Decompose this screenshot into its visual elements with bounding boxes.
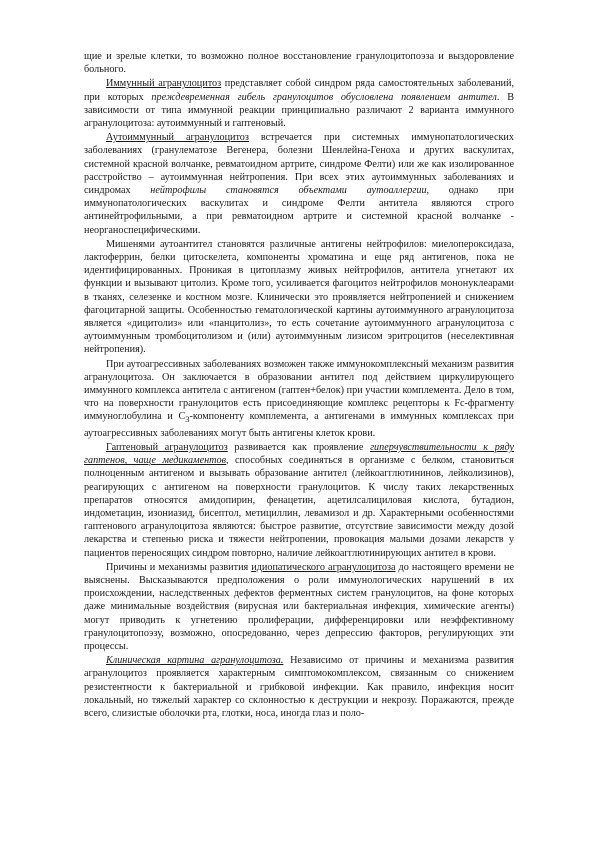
emphasis-text: Аутоиммунный агранулоцитоз xyxy=(106,132,249,144)
paragraph-p2 xyxy=(84,131,514,237)
emphasis-text: Гаптеновый агранулоцитоз xyxy=(106,441,228,453)
emphasis-text: нейтрофилы становятся объектами аутоаллергии xyxy=(150,185,427,197)
document-page xyxy=(84,50,514,721)
emphasis-text: Иммунный агранулоцитоз xyxy=(106,78,222,90)
text-run: , способных соединяться в организме с белком, становиться полноценным антигеном и вызывать образование антител (лейкоагглютининов, лейколизинов), реагирующих с антигеном на поверхности гранулоцитов. К числу таких лекарственных препаратов относятся амидопирин, фенацетин, ацетилсалициловая кислота, бутадион, индометацин, изониазид, бисептол, метициллин, левамизол и др. Характерными особенностями гаптенового агранулоцитоза являются: быстрое развитие, отсутствие зависимости между дозой лекарства и степенью риска и тяжести нейтропении, провокация малыми дозами лекарств у пациентов переносящих синдром повторно, наличие лейкоагглютинирующих антител в крови. xyxy=(84,455,514,559)
text-run: развивается как проявление xyxy=(227,441,371,453)
emphasis-text: Клиническая картина агранулоцитоза. xyxy=(106,655,284,667)
paragraph-p3 xyxy=(84,238,514,357)
text-run: щие и зрелые клетки, то возможно полное восстановление гранулоцитопоэза и выздоровление больного. xyxy=(84,51,514,76)
text-run: При аутоагрессивных заболеваниях возможен также иммунокомплексный механизм развития агранулоцитоза. Он заключается в образовании антител под действием циркулирующего иммунного комплекса антитела с антигеном (гаптен+белок) при участии комплемента. Дело в том, что на поверхности гранулоцитов есть присоединяющие комплекс рецепторы к Fc-фрагменту иммуноглобулина и С xyxy=(84,358,514,423)
text-run: -компоненту комплемента, а антигенами в иммунных комплексах при аутоагрессивных заболеваниях могут быть антигены клеток крови. xyxy=(84,411,514,439)
text-run: представляет собой синдром ряда самостоятельных заболеваний, при которых xyxy=(84,78,514,103)
emphasis-text: преждевременная гибель гранулоцитов обусловлена появлением антител xyxy=(151,91,497,103)
text-run: . В зависимости от типа иммунной реакции принципиально различают 2 варианта иммунного агранулоцитоза: аутоиммунный и гаптеновый. xyxy=(84,91,514,130)
paragraph-p0 xyxy=(84,50,514,76)
paragraph-p5 xyxy=(84,441,514,560)
text-run: встречается при системных иммунопатологических заболеваниях (гранулематозе Вегенера, болезни Шенлейна-Геноха и других васкулитах, системной красной волчанке, ревматоидном артрите, синдроме Фелти) или же как изолированное расстройство – аутоиммунная нейтропения. При всех этих аутоиммунных заболеваниях и синдромах xyxy=(84,132,514,197)
paragraph-p6 xyxy=(84,561,514,653)
paragraph-p7 xyxy=(84,654,514,720)
text-run: до настоящего времени не выяснены. Высказываются предположения о роли иммунологических нарушений в их происхождении, наследственных дефектов ферментных систем гранулоцитов, на фоне которых даже минимальные воздействия (вирусная или бактериальная инфекция, химические агенты) могут приводить к угнетению пролиферации, дифференцировки или неэффективному гранулоцитопоэзу, возможно, опосредованно, через депрессию факторов, регулирующих эти процессы. xyxy=(84,561,514,652)
paragraph-p4 xyxy=(84,358,514,440)
text-run: Независимо от причины и механизма развития агранулоцитоз проявляется характерным симптомокомплексом, связанным со снижением резистентности к бактериальной и грибковой инфекции. Как правило, инфекция носит локальный, но тяжелый характер со склонностью к деструкции и некрозу. Поражаются, прежде всего, слизистые оболочки рта, глотки, носа, иногда глаз и поло- xyxy=(84,655,514,719)
text-run: , однако при иммунопатологических васкулитах и синдроме Фелти антитела являются строго антинейтрофильными, а при ревматоидном артрите и системной красной волчанке - неорганоспецифическими. xyxy=(84,185,514,236)
paragraph-p1 xyxy=(84,77,514,130)
emphasis-text: идиопатического агранулоцитоза xyxy=(251,561,396,573)
text-run: Причины и механизмы развития xyxy=(106,561,252,573)
text-run: Мишенями аутоантител становятся различные антигены нейтрофилов: миелопероксидаза, лактоферрин, белки цитоскелета, компоненты хроматина и еще ряд антигенов, пока не идентифицированных. Проникая в цитоплазму живых нейтрофилов, антитела угнетают их функции и вызывают цитолиз. Кроме того, усиливается фагоцитоз нейтрофилов мононуклеарами в тканях, селезенке и костном мозге. Клинически это проявляется нейтропенией и снижением фагоцитарной защиты. Особенностью гематологической картины аутоиммунного агранулоцитоза является «дицитолиз» или «панцитолиз», то есть сочетание аутоиммунного агранулоцитоза с аутоиммунным тромбоцитолизом и (или) аутоиммунным лизисом эритроцитов (неселективная нейтропения). xyxy=(84,238,514,356)
emphasis-text: 3 xyxy=(185,414,190,425)
emphasis-text: гиперчувствительности к ряду гаптенов, чаще медикаментов xyxy=(84,441,514,467)
